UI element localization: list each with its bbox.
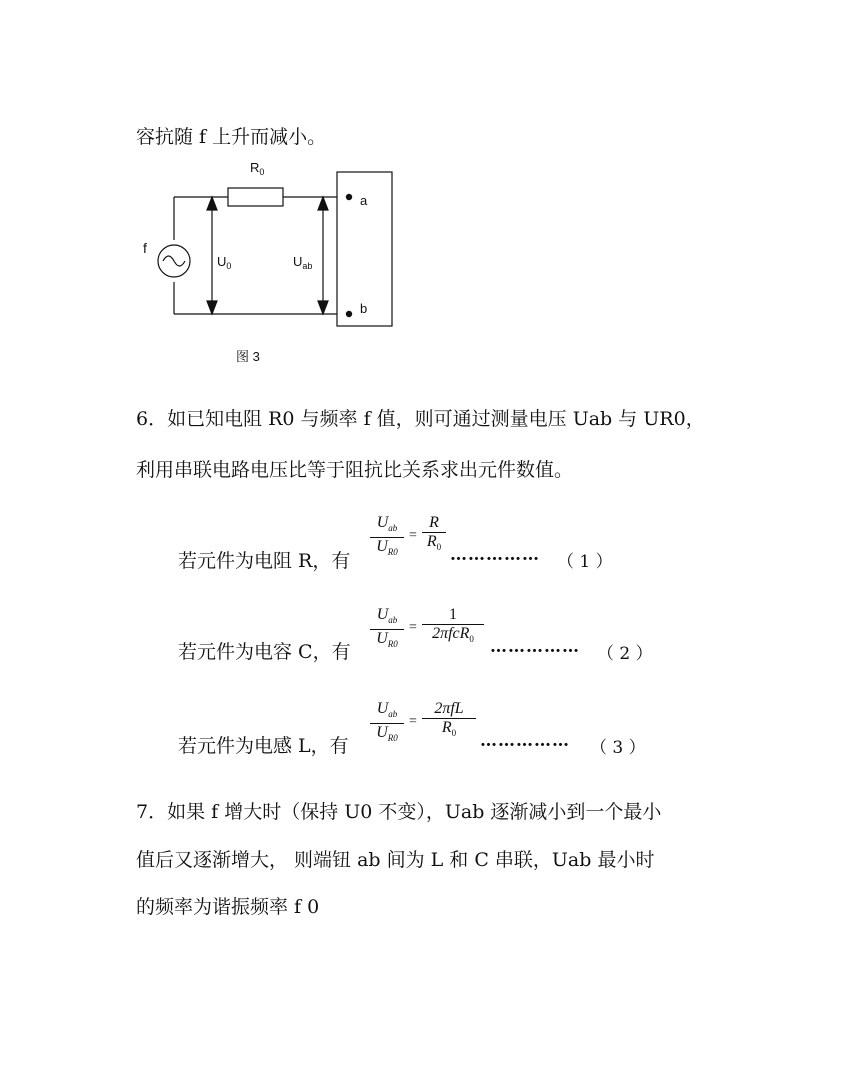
equation-number: （ 2 ） bbox=[597, 644, 653, 664]
item6-line2: 利用串联电路电压比等于阻抗比关系求出元件数值。 bbox=[136, 459, 574, 481]
resistor-r0 bbox=[228, 188, 283, 206]
u0-arrow bbox=[207, 197, 217, 314]
equals-sign: = bbox=[409, 528, 417, 543]
equation-prefix: 若元件为电感 L，有 bbox=[178, 735, 349, 757]
rhs-fraction: 2πfL $R_0$ bbox=[422, 700, 476, 742]
lhs-fraction: $U_{ab}$ $U_{R0}$ bbox=[370, 606, 404, 653]
rhs-fraction: R $R_0$ bbox=[422, 514, 446, 556]
equals-sign: = bbox=[409, 620, 417, 635]
circuit-diagram bbox=[0, 0, 860, 380]
leader-dots: …………… bbox=[480, 731, 570, 751]
equals-sign: = bbox=[409, 714, 417, 729]
item6-line1: 6．如已知电阻 R0 与频率 f 值，则可通过测量电压 Uab 与 UR0， bbox=[136, 408, 705, 430]
label-u0: $U_0$ bbox=[217, 254, 232, 271]
figure-caption: 图 3 bbox=[236, 349, 260, 364]
intro-text: 容抗随 f 上升而减小。 bbox=[136, 126, 327, 148]
item7-line3: 的频率为谐振频率 f 0 bbox=[136, 896, 320, 918]
equation-prefix: 若元件为电阻 R，有 bbox=[178, 550, 351, 572]
label-b: b bbox=[360, 301, 368, 316]
item7-line1: 7．如果 f 增大时（保持 U0 不变），Uab 逐渐减小到一个最小 bbox=[136, 801, 662, 823]
terminal-b bbox=[346, 311, 352, 317]
equation-number: （ 3 ） bbox=[590, 738, 646, 758]
leader-dots: …………… bbox=[490, 637, 580, 657]
uab-arrow bbox=[318, 197, 328, 314]
rhs-fraction: 1 2πfcR$_0$ bbox=[422, 606, 484, 648]
leader-dots: …………… bbox=[450, 545, 540, 565]
label-a: a bbox=[360, 193, 368, 208]
equation-number: （ 1 ） bbox=[557, 552, 613, 572]
item7-line2: 值后又逐渐增大， 则端钮 ab 间为 L 和 C 串联，Uab 最小时 bbox=[136, 849, 655, 871]
label-uab: $U_{ab}$ bbox=[293, 254, 313, 271]
label-f: f bbox=[143, 240, 147, 256]
lhs-fraction: $U_{ab}$ $U_{R0}$ bbox=[370, 514, 404, 561]
equation-prefix: 若元件为电容 C，有 bbox=[178, 641, 351, 663]
lhs-fraction: $U_{ab}$ $U_{R0}$ bbox=[370, 700, 404, 747]
label-r0: $R_0$ bbox=[250, 160, 265, 177]
terminal-a bbox=[346, 194, 352, 200]
